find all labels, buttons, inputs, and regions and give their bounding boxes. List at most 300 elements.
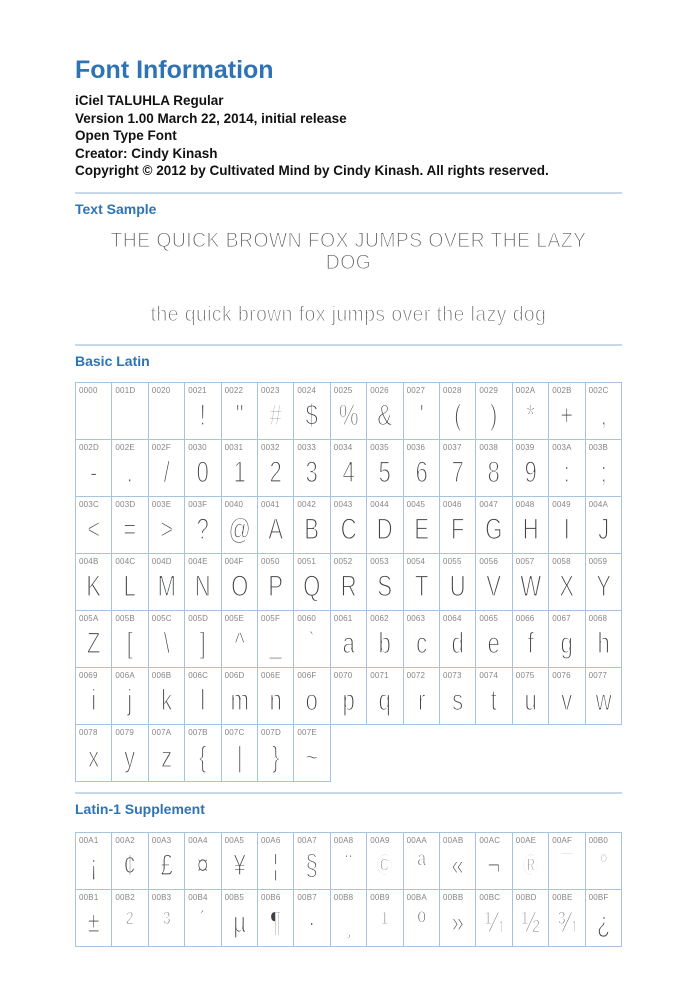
glyph-sample: o [305,683,319,717]
glyph-cell [222,554,258,611]
codepoint-label: 0047 [479,499,498,509]
glyph-cell [185,554,221,611]
codepoint-label: 00B3 [151,892,172,902]
codepoint-label: 0031 [224,442,244,452]
glyph-cell [222,833,258,890]
codepoint-label: 007B [188,727,208,737]
glyph-cell [404,383,440,440]
glyph-sample: ( [453,398,462,432]
codepoint-label: 0046 [443,499,462,509]
glyph-sample: « [451,848,464,882]
codepoint-label: 0022 [224,385,244,395]
glyph-sample [81,393,107,439]
glyph-cell [586,497,622,554]
codepoint-label: 0035 [370,442,389,452]
glyph-sample: > [159,512,173,546]
glyph-cell [476,668,512,725]
codepoint-label: 006D [224,670,245,680]
glyph-sample: X [559,569,575,603]
glyph-sample: 7 [451,455,464,489]
glyph-sample: 3 [305,455,319,489]
codepoint-label: 0060 [297,613,316,623]
glyph-sample: x [88,740,100,774]
glyph-sample: n [269,683,282,717]
glyph-sample: £ [160,848,173,882]
glyph-cell [549,611,585,668]
glyph-sample: y [124,740,136,774]
codepoint-label: 0028 [443,385,462,395]
glyph-sample: ¬ [487,848,501,882]
glyph-cell [586,668,622,725]
glyph-cell [331,890,367,947]
glyph-sample: 4 [342,455,355,489]
glyph-sample: » [451,905,464,939]
codepoint-label: 0024 [297,385,316,395]
glyph-cell [549,668,585,725]
glyph-cell [112,833,148,890]
glyph-cell [258,554,294,611]
codepoint-label: 00A3 [151,835,172,845]
basic-latin-glyph-grid [75,382,622,782]
glyph-sample: I [563,512,570,546]
codepoint-label: 005E [224,613,245,623]
glyph-sample: P [268,569,284,603]
glyph-cell [112,554,148,611]
glyph-sample: s [452,683,464,717]
codepoint-label: 0072 [406,670,426,680]
glyph-cell [404,611,440,668]
codepoint-label: 0074 [479,670,498,680]
glyph-sample: A [268,512,284,546]
glyph-cell [149,611,185,668]
codepoint-label: 004E [188,556,208,566]
glyph-cell [331,611,367,668]
glyph-cell [440,383,476,440]
glyph-sample: 5 [378,455,392,489]
glyph-cell [440,497,476,554]
glyph-cell [149,890,185,947]
codepoint-label: 002E [115,442,135,452]
glyph-cell [440,668,476,725]
codepoint-label: 0065 [479,613,498,623]
codepoint-label: 0069 [79,670,98,680]
glyph-cell [258,611,294,668]
glyph-cell [112,497,148,554]
glyph-cell [549,383,585,440]
glyph-cell [586,440,622,497]
codepoint-label: 003E [151,499,172,509]
glyph-sample: } [271,740,280,774]
glyph-cell [112,383,148,440]
glyph-sample: ¥ [233,848,246,882]
codepoint-label: 0058 [552,556,571,566]
glyph-sample: ª [417,848,426,882]
font-meta-line-creator: Creator: Cindy Kinash [75,145,218,161]
codepoint-label: 002A [515,385,536,395]
codepoint-label: 0063 [406,613,426,623]
glyph-cell [76,497,112,554]
glyph-sample: © [376,848,394,882]
glyph-sample: _ [269,626,282,660]
codepoint-label: 005B [115,613,135,623]
font-meta-block [75,92,622,180]
glyph-cell [222,383,258,440]
glyph-sample: w [595,683,612,717]
glyph-sample: 2 [269,455,282,489]
codepoint-label: 0067 [552,613,571,623]
glyph-sample: ] [199,626,206,660]
codepoint-label: 004F [224,556,244,566]
glyph-sample: & [377,398,393,432]
codepoint-label: 004A [588,499,609,509]
codepoint-label: 005F [261,613,281,623]
glyph-cell [76,668,112,725]
glyph-cell [222,725,258,782]
codepoint-label: 003A [552,442,572,452]
glyph-cell [404,833,440,890]
codepoint-label: 00B8 [333,892,354,902]
codepoint-label: 00B2 [115,892,135,902]
glyph-cell [76,833,112,890]
glyph-cell [513,668,549,725]
codepoint-label: 0053 [370,556,389,566]
glyph-sample: j [127,683,133,717]
codepoint-label: 003C [79,499,99,509]
glyph-cell [258,668,294,725]
glyph-cell [367,890,403,947]
section-heading-basic-latin: Basic Latin [75,352,150,369]
glyph-sample: ¡ [89,848,98,882]
codepoint-label: 00BD [515,892,537,902]
codepoint-label: 0048 [515,499,535,509]
glyph-cell [549,833,585,890]
glyph-sample: ¨ [344,848,353,882]
glyph-cell [258,890,294,947]
codepoint-label: 00B4 [188,892,208,902]
codepoint-label: 0051 [297,556,316,566]
glyph-cell [367,440,403,497]
codepoint-label: 0061 [333,613,353,623]
codepoint-label: 00A1 [79,835,99,845]
codepoint-label: 0057 [515,556,535,566]
codepoint-label: 00AF [552,835,573,845]
codepoint-label: 00B6 [261,892,281,902]
glyph-sample: g [560,626,574,660]
glyph-sample: ´ [199,905,207,939]
glyph-sample: h [597,626,610,660]
glyph-sample [117,393,143,439]
glyph-cell [476,833,512,890]
glyph-sample: ~ [305,740,319,774]
page-title: Font Information [75,56,274,84]
codepoint-label: 007D [261,727,281,737]
codepoint-label: 0045 [406,499,426,509]
glyph-cell [367,611,403,668]
glyph-sample: { [199,740,207,774]
glyph-sample: Q [303,569,321,603]
glyph-cell [258,833,294,890]
codepoint-label: 00A9 [370,835,390,845]
glyph-cell [367,833,403,890]
glyph-sample: v [561,683,573,717]
glyph-cell [331,497,367,554]
glyph-cell [586,833,622,890]
codepoint-label: 002D [79,442,99,452]
glyph-sample: ¦ [272,848,279,882]
glyph-sample: | [236,740,243,774]
glyph-cell [513,440,549,497]
codepoint-label: 0027 [406,385,426,395]
glyph-cell [404,890,440,947]
glyph-cell [367,497,403,554]
glyph-sample: ¿ [596,905,611,939]
glyph-sample: z [160,740,173,774]
codepoint-label: 0054 [406,556,426,566]
glyph-sample: º [417,905,426,939]
codepoint-label: 0077 [588,670,608,680]
codepoint-label: 0043 [333,499,353,509]
codepoint-label: 0023 [261,385,280,395]
glyph-sample: a [342,626,355,660]
glyph-sample: ¯ [560,848,574,882]
codepoint-label: 003F [188,499,208,509]
glyph-cell [222,440,258,497]
font-meta-line-version: Version 1.00 March 22, 2014, initial release [75,110,347,126]
codepoint-label: 007A [151,727,172,737]
glyph-cell [294,440,330,497]
section-divider [75,792,622,794]
codepoint-label: 00AE [515,835,537,845]
glyph-cell [149,833,185,890]
codepoint-label: 00AC [479,835,501,845]
codepoint-label: 0033 [297,442,316,452]
glyph-sample: ³ [162,905,171,939]
glyph-cell [185,497,221,554]
glyph-cell [404,440,440,497]
glyph-sample: l [200,683,206,717]
glyph-sample: µ [232,905,246,939]
codepoint-label: 00A4 [188,835,208,845]
glyph-sample: $ [305,398,319,432]
codepoint-label: 0000 [79,385,98,395]
glyph-sample: N [194,569,211,603]
glyph-sample: V [486,569,502,603]
codepoint-label: 007C [224,727,245,737]
codepoint-label: 0049 [552,499,571,509]
glyph-cell [440,611,476,668]
codepoint-label: 006B [151,670,172,680]
glyph-sample: = [123,512,137,546]
glyph-sample: c [415,626,427,660]
glyph-cell [404,497,440,554]
codepoint-label: 0066 [515,613,535,623]
glyph-cell [185,668,221,725]
codepoint-label: 0026 [370,385,389,395]
codepoint-label: 003D [115,499,136,509]
glyph-cell [476,890,512,947]
glyph-sample: ¤ [196,848,210,882]
codepoint-label: 0052 [333,556,353,566]
glyph-sample: r [417,683,425,717]
glyph-cell [586,890,622,947]
glyph-sample: ¢ [123,848,137,882]
codepoint-label: 00B7 [297,892,317,902]
glyph-cell [440,554,476,611]
glyph-cell [294,668,330,725]
glyph-sample: J [597,512,609,546]
glyph-sample: ° [598,848,608,882]
glyph-sample: . [127,455,134,489]
codepoint-label: 0037 [443,442,462,452]
codepoint-label: 0025 [333,385,353,395]
glyph-sample: D [376,512,393,546]
codepoint-label: 00A8 [333,835,354,845]
codepoint-label: 002B [552,385,572,395]
glyph-cell [76,890,112,947]
glyph-cell [294,725,330,782]
glyph-cell [258,383,294,440]
glyph-cell [112,668,148,725]
glyph-sample: H [522,512,539,546]
codepoint-label: 0062 [370,613,389,623]
glyph-cell [294,833,330,890]
codepoint-label: 00AA [406,835,427,845]
font-meta-line-copyright: Copyright © 2012 by Cultivated Mind by Cindy Kinash. All rights reserved. [75,163,549,179]
glyph-cell [513,554,549,611]
glyph-cell [440,833,476,890]
codepoint-label: 007E [297,727,317,737]
glyph-sample [153,393,179,439]
glyph-sample: ¶ [269,905,282,939]
glyph-sample: ® [522,848,539,882]
glyph-sample: ½ [521,905,540,939]
section-heading-text-sample: Text Sample [75,200,157,217]
glyph-cell [149,668,185,725]
glyph-cell [367,383,403,440]
glyph-sample: ; [600,455,607,489]
glyph-sample: , [600,398,607,432]
glyph-sample: § [305,848,319,882]
glyph-cell [367,668,403,725]
glyph-sample: Z [86,626,101,660]
glyph-sample: 0 [196,455,210,489]
glyph-cell [258,440,294,497]
glyph-sample: q [378,683,392,717]
codepoint-label: 00BE [552,892,573,902]
codepoint-label: 004B [79,556,99,566]
glyph-cell [331,833,367,890]
glyph-cell [222,611,258,668]
text-sample-lowercase: the quick brown fox jumps over the lazy dog [150,302,547,326]
glyph-sample: T [414,569,429,603]
codepoint-label: 0038 [479,442,498,452]
glyph-cell [222,668,258,725]
glyph-cell [476,611,512,668]
glyph-sample: 8 [487,455,501,489]
glyph-cell [112,611,148,668]
codepoint-label: 00BF [588,892,609,902]
glyph-cell [476,383,512,440]
glyph-cell [513,890,549,947]
glyph-cell [149,440,185,497]
glyph-sample: ¼ [484,905,504,939]
codepoint-label: 006F [297,670,317,680]
section-divider [75,192,622,194]
codepoint-label: 0059 [588,556,608,566]
glyph-cell [549,440,585,497]
codepoint-label: 0055 [443,556,462,566]
glyph-cell [476,440,512,497]
glyph-sample: Y [595,569,611,603]
glyph-cell [294,383,330,440]
glyph-cell [185,611,221,668]
glyph-sample: u [524,683,537,717]
glyph-cell [258,497,294,554]
glyph-cell [149,554,185,611]
codepoint-label: 00BB [443,892,464,902]
glyph-cell [76,554,112,611]
glyph-sample: < [87,512,101,546]
codepoint-label: 003B [588,442,609,452]
glyph-sample: ? [196,512,210,546]
glyph-sample: R [340,569,357,603]
codepoint-label: 0036 [406,442,426,452]
font-meta-line-name: iCiel TALUHLA Regular [75,93,224,108]
glyph-sample: ^ [234,626,245,660]
glyph-cell [331,668,367,725]
glyph-sample: B [304,512,320,546]
glyph-sample: k [160,683,173,717]
codepoint-label: 001D [115,385,136,395]
codepoint-label: 002F [151,442,171,452]
codepoint-label: 005A [79,613,99,623]
codepoint-label: 0078 [79,727,98,737]
glyph-sample: M [157,569,176,603]
glyph-sample: b [378,626,392,660]
glyph-cell [549,497,585,554]
codepoint-label: 0030 [188,442,207,452]
glyph-sample: 9 [524,455,537,489]
section-heading-latin1-supplement: Latin-1 Supplement [75,800,205,817]
glyph-sample: # [269,398,282,432]
glyph-sample: E [413,512,429,546]
glyph-sample: + [560,398,574,432]
glyph-sample: * [526,398,535,432]
glyph-sample: t [491,683,498,717]
section-divider [75,344,622,346]
codepoint-label: 0079 [115,727,134,737]
glyph-cell [222,497,258,554]
codepoint-label: 0041 [261,499,280,509]
glyph-sample: G [485,512,503,546]
codepoint-label: 0064 [443,613,462,623]
glyph-cell [185,890,221,947]
glyph-cell [549,890,585,947]
glyph-cell [112,890,148,947]
glyph-cell [586,611,622,668]
codepoint-label: 00A2 [115,835,135,845]
codepoint-label: 0070 [333,670,353,680]
codepoint-label: 0020 [151,385,171,395]
glyph-sample: O [230,569,248,603]
glyph-sample: ' [419,398,424,432]
text-sample-uppercase: THE QUICK BROWN FOX JUMPS OVER THE LAZY DOG [110,228,587,274]
glyph-sample: - [89,455,98,489]
codepoint-label: 0042 [297,499,316,509]
glyph-cell [331,440,367,497]
codepoint-label: 00B5 [224,892,245,902]
glyph-cell [294,890,330,947]
